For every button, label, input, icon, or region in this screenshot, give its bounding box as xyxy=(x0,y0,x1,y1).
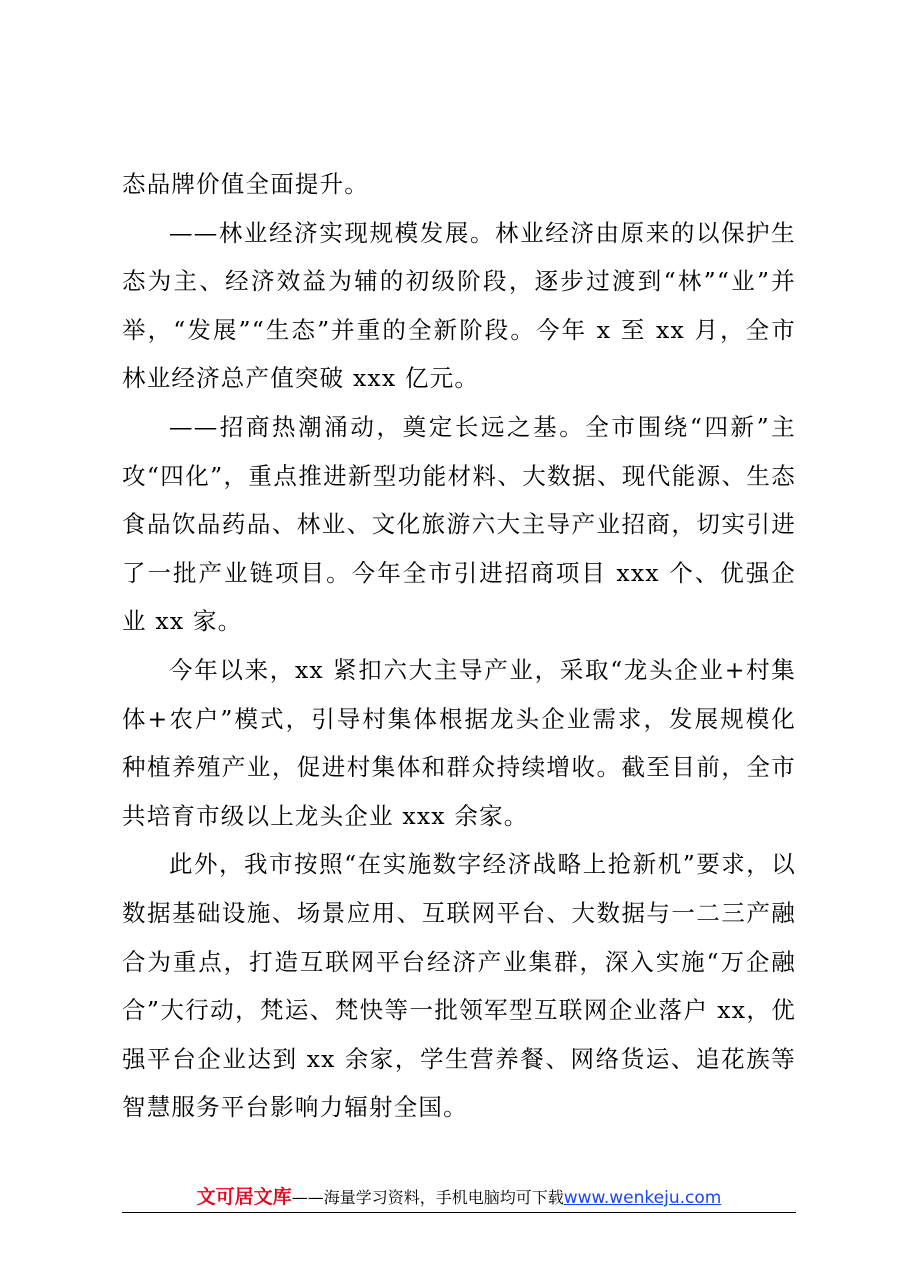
paragraph-leading-enterprises: 今年以来，xx 紧扣六大主导产业，采取“龙头企业+村集体+农户”模式，引导村集体根据龙头企业需求，发展规模化种植养殖产业，促进村集体和群众持续增收。截至目前，全市共培育市级以上龙头企业 xxx 余家。 xyxy=(122,655,796,830)
document-body xyxy=(122,160,796,1132)
paragraph-investment-promotion: ——招商热潮涌动，奠定长远之基。全市围绕“四新”主攻“四化”，重点推进新型功能材料、大数据、现代能源、生态食品饮品药品、林业、文化旅游六大主导产业招商，切实引进了一批产业链项目。今年全市引进招商项目 xxx 个、优强企业 xx 家。 xyxy=(122,412,796,636)
page-footer xyxy=(122,1182,796,1213)
paragraph-continuation: 态品牌价值全面提升。 xyxy=(122,170,369,198)
footer-website-link[interactable]: www.wenkeju.com xyxy=(563,1188,722,1208)
footer-brand: 文可居文库 xyxy=(196,1186,292,1208)
paragraph-forestry-economy: ——林业经济实现规模发展。林业经济由原来的以保护生态为主、经济效益为辅的初级阶段，逐步过渡到“林”“业”并举，“发展”“生态”并重的全新阶段。今年 x 至 xx 月，全市林业经济总产值突破 xxx 亿元。 xyxy=(122,218,796,393)
paragraph-digital-economy: 此外，我市按照“在实施数字经济战略上抢新机”要求，以数据基础设施、场景应用、互联网平台、大数据与一二三产融合为重点，打造互联网平台经济产业集群，深入实施“万企融合”大行动，梵运、梵快等一批领军型互联网企业落户 xx，优强平台企业达到 xx 余家，学生营养餐、网络货运、追花族等智慧服务平台影响力辐射全国。 xyxy=(122,850,796,1122)
footer-slogan: ——海量学习资料，手机电脑均可下载 xyxy=(291,1188,564,1207)
